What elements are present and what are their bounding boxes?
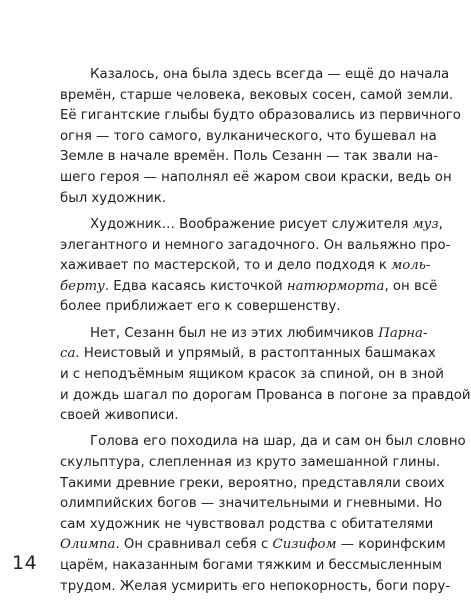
text-line	[60, 65, 450, 86]
paragraph	[60, 215, 451, 318]
body-text	[60, 65, 471, 603]
text-line	[60, 215, 443, 236]
text-line	[60, 494, 443, 515]
text-line	[60, 453, 441, 474]
text-segment: и дождь шагал по дорогам Прованса в погоне за правдой	[60, 387, 471, 403]
text-line	[60, 386, 471, 407]
text-segment: — коринфским	[336, 537, 446, 553]
text-segment: Нет, Сезанн был не из этих любимчиков	[90, 325, 379, 341]
text-line	[60, 432, 466, 453]
italic-term: берту	[60, 278, 105, 294]
text-line	[60, 324, 428, 345]
text-line	[60, 365, 444, 386]
italic-term: са	[60, 346, 76, 362]
text-segment: трудом. Желая усмирить его непокорность, боги пору-	[60, 578, 451, 594]
italic-term: Сизифом	[272, 537, 337, 553]
text-segment: . Едва касаясь кисточкой	[104, 278, 287, 294]
text-segment: скульптура, слепленная из круто замешанной глины.	[60, 455, 441, 471]
paragraph	[60, 324, 471, 427]
text-line	[60, 344, 436, 365]
text-segment: Художник… Воображение рисует служителя	[90, 216, 413, 232]
text-line	[60, 556, 443, 577]
text-segment: Казалось, она была здесь всегда — ещё до начала	[90, 67, 450, 82]
text-segment: . Неистовый и упрямый, в растоптанных башмаках	[75, 346, 436, 362]
paragraph	[60, 65, 461, 209]
text-line	[60, 406, 370, 427]
text-segment: своей живописи.	[60, 408, 179, 424]
text-segment: олимпийских богов — значительными и гневными. Но	[60, 496, 443, 512]
text-line	[60, 535, 446, 556]
italic-term: Парна-	[378, 325, 428, 341]
text-line	[60, 106, 461, 127]
text-line	[60, 86, 454, 107]
text-line	[60, 256, 431, 277]
text-segment: царём, наказанным богами тяжким и бессмысленным	[60, 558, 443, 574]
italic-term: натюрморта	[286, 278, 385, 294]
italic-term: муз	[412, 216, 439, 232]
text-line	[60, 189, 370, 210]
text-segment: более приближает его к совершенству.	[60, 299, 341, 315]
paragraph	[60, 432, 466, 597]
text-segment: и с неподъёмным ящиком красок за спиной, он в зной	[60, 366, 444, 382]
text-segment: Голова его походила на шар, да и сам он был словно	[90, 434, 466, 450]
text-segment: элегантного и немного загадочного. Он вальяжно про-	[60, 237, 451, 253]
text-segment: шего героя — наполнял её жаром свои краски, ведь он	[60, 169, 452, 185]
text-line	[60, 577, 451, 598]
text-line	[60, 127, 437, 148]
text-line	[60, 168, 452, 189]
text-segment: , он всё	[384, 278, 438, 294]
text-line	[60, 277, 438, 298]
text-segment: Такими древние греки, вероятно, представляли своих	[60, 475, 445, 491]
text-segment: Земле в начале времён. Поль Сезанн — так звали на-	[60, 149, 439, 165]
italic-term: моль-	[391, 258, 431, 274]
italic-term: Олимпа	[60, 537, 116, 553]
text-line	[60, 297, 370, 318]
text-line	[60, 515, 434, 536]
text-segment: был художник.	[60, 190, 167, 206]
text-segment: ,	[438, 216, 443, 232]
text-segment: огня — того самого, вулканического, что бушевал на	[60, 128, 437, 144]
page-number: 14	[12, 552, 38, 574]
text-segment: сам художник не чувствовал родства с обитателями	[60, 516, 434, 532]
text-segment: . Он сравнивал себя с	[115, 537, 273, 553]
text-line	[60, 236, 451, 257]
text-line	[60, 147, 439, 168]
text-segment: времён, старше человека, вековых сосен, самой земли.	[60, 87, 454, 103]
text-segment: Её гигантские глыбы будто образовались из первичного	[60, 108, 461, 124]
text-segment: хаживает по мастерской, то и дело подходя к	[60, 258, 392, 274]
text-line	[60, 474, 445, 495]
